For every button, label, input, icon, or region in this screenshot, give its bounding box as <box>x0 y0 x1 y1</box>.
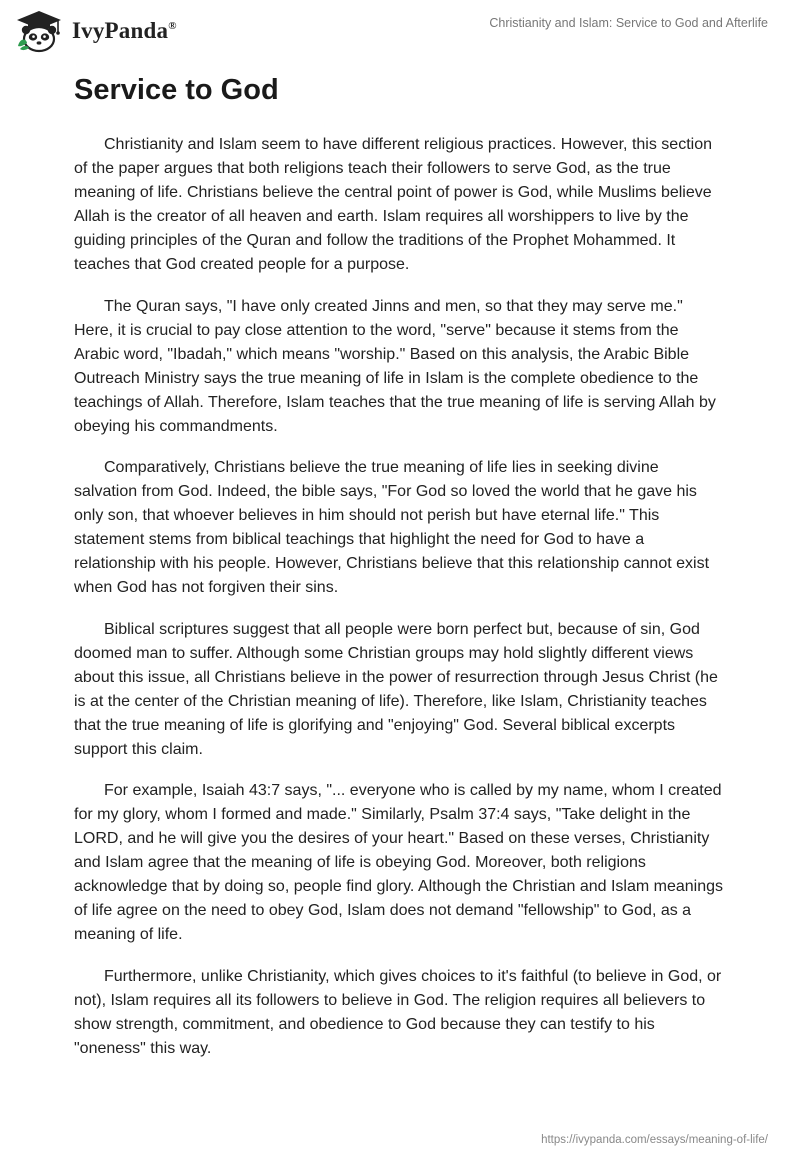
panda-graduate-icon <box>14 8 64 54</box>
page-title: Service to God <box>74 74 279 106</box>
paragraph: Christianity and Islam seem to have different religious practices. However, this section of the paper argues that both religions teach their followers to serve God, as the true meaning of life. Christians believe the central point of power is God, while Muslims believe Allah is the creator of all heaven and earth. Islam requires all worshippers to live by the guiding principles of the Quran and follow the traditions of the Prophet Mohammed. It teaches that God created people for a purpose. <box>74 136 712 273</box>
paragraph: Biblical scriptures suggest that all people were born perfect but, because of sin, God doomed man to suffer. Although some Christian groups may hold slightly different views about this issue, all Christians believe in the power of resurrection through Jesus Christ (he is at the center of the Christian meaning of life). Therefore, like Islam, Christianity teaches that the true meaning of life is glorifying and "enjoying" God. Several biblical excerpts support this claim. <box>74 620 718 758</box>
paragraph: For example, Isaiah 43:7 says, "... everyone who is called by my name, whom I created for my glory, whom I formed and made." Similarly, Psalm 37:4 says, "Take delight in the LORD, and he will give you the desires of your heart." Based on these verses, Christianity and Islam agree that the meaning of life is obeying God. Moreover, both religions acknowledge that by doing so, people find glory. Although the Christian and Islam meanings of life agree on the need to obey God, Islam does not demand "fellowship" to God, as a meaning of life. <box>74 782 723 943</box>
paragraph: Furthermore, unlike Christianity, which gives choices to it's faithful (to believe in God, or not), Islam requires all its followers to believe in God. The religion requires all believers to show strength, commitment, and obedience to God because they can testify to his "oneness" this way. <box>74 967 722 1057</box>
ivypanda-logo[interactable] <box>14 8 177 54</box>
paragraph: Comparatively, Christians believe the true meaning of life lies in seeking divine salvation from God. Indeed, the bible says, "For God so loved the world that he gave his only son, that whoever believes in him should not perish but have eternal life." This statement stems from biblical teachings that highlight the need for God to have a relationship with his people. However, Christians believe that this relationship cannot exist when God has not forgiven their sins. <box>74 459 710 596</box>
logo-wordmark: IvyPanda® <box>72 18 177 43</box>
essay-body <box>74 133 726 1078</box>
document-title: Christianity and Islam: Service to God and Afterlife <box>489 16 768 30</box>
page-header <box>0 0 800 70</box>
paragraph: The Quran says, "I have only created Jinns and men, so that they may serve me." Here, it is crucial to pay close attention to the word, "serve" because it stems from the Arabic word, "Ibadah," which means "worship." Based on this analysis, the Arabic Bible Outreach Ministry says the true meaning of life in Islam is the complete obedience to the teachings of Allah. Therefore, Islam teaches that the true meaning of life is serving Allah by obeying his commandments. <box>74 297 716 435</box>
registered-mark: ® <box>168 20 177 32</box>
source-url-link[interactable]: https://ivypanda.com/essays/meaning-of-life/ <box>541 1134 768 1146</box>
